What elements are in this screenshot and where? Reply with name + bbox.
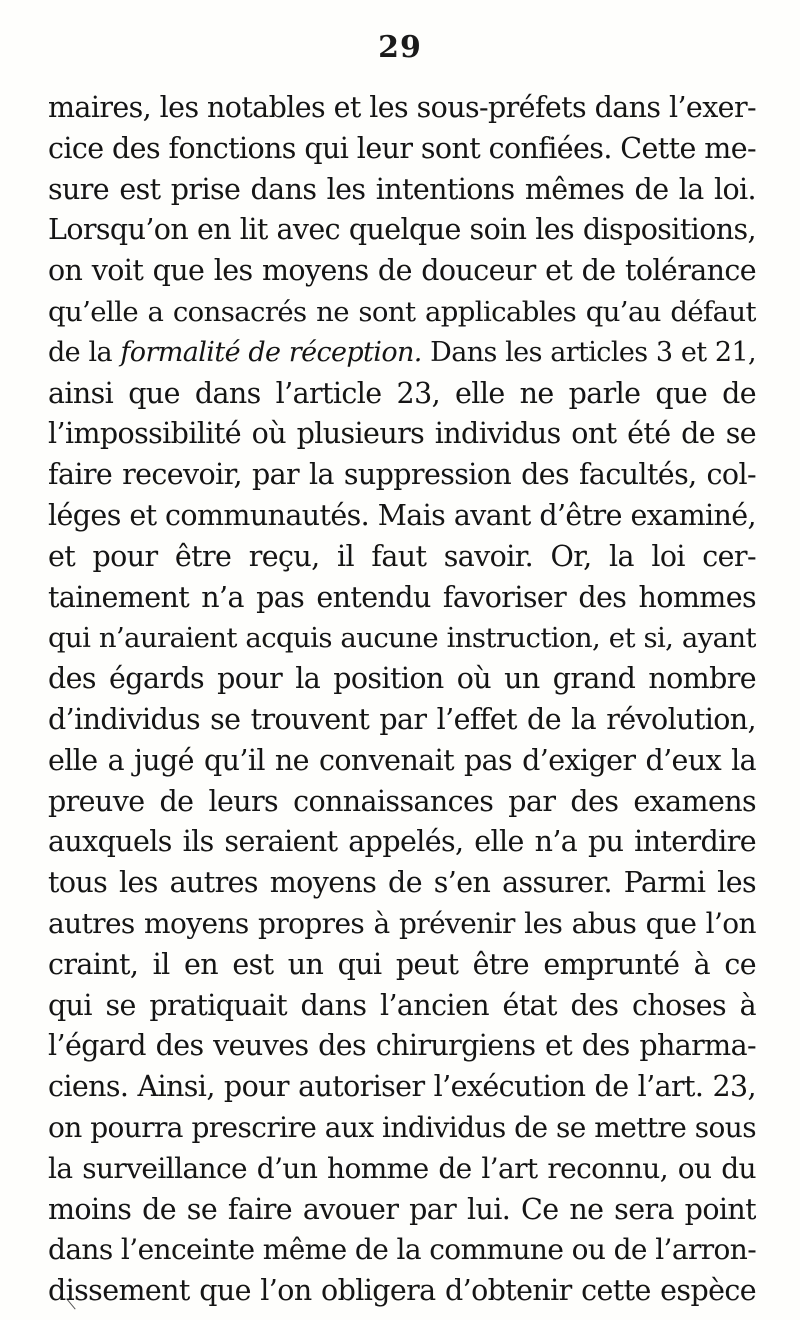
text-segment: Dans les articles 3 et 21, — [421, 336, 756, 368]
body-text — [48, 88, 756, 1312]
text-line: la surveillance d’un homme de l’art reconnu, ou du — [48, 1151, 756, 1185]
text-line: sure est prise dans les intentions mêmes de la loi. — [48, 172, 756, 206]
text-line-with-italic — [48, 333, 756, 374]
text-line: auxquels ils seraient appelés, elle n’a pu interdire — [48, 825, 756, 859]
text-line: et pour être reçu, il faut savoir. Or, la loi cer- — [48, 539, 756, 573]
text-line: des égards pour la position où un grand nombre — [48, 662, 756, 696]
text-line: dans l’enceinte même de la commune ou de l’arron- — [48, 1233, 756, 1267]
text-line: qu’elle a consacrés ne sont applicables qu’au défaut — [48, 295, 756, 328]
text-line: tainement n’a pas entendu favoriser des hommes — [48, 580, 756, 614]
text-line: d’individus se trouvent par l’effet de la révolution, — [48, 702, 756, 736]
italic-phrase: formalité de réception. — [120, 336, 422, 368]
text-line: craint, il en est un qui peut être emprunté à ce — [48, 947, 756, 981]
text-line: moins de se faire avouer par lui. Ce ne sera point — [48, 1192, 756, 1226]
text-line: ciens. Ainsi, pour autoriser l’exécution de l’art. 23, — [48, 1070, 756, 1104]
text-line: dissement que l’on obligera d’obtenir cette espèce — [48, 1274, 756, 1308]
text-line: faire recevoir, par la suppression des facultés, col- — [48, 458, 756, 492]
text-line: on pourra prescrire aux individus de se mettre sous — [48, 1110, 756, 1144]
text-line: on voit que les moyens de douceur et de tolérance — [48, 254, 756, 288]
text-line: l’égard des veuves des chirurgiens et des pharma- — [48, 1029, 756, 1063]
text-line: elle a jugé qu’il ne convenait pas d’exiger d’eux la — [48, 743, 756, 777]
text-line: maires, les notables et les sous-préfets dans l’exer- — [48, 91, 756, 124]
page-number: 29 — [378, 30, 422, 65]
text-segment: de la — [48, 336, 121, 368]
text-line: qui n’auraient acquis aucune instruction, et si, ayant — [48, 622, 756, 655]
text-line: qui se pratiquait dans l’ancien état des choses à — [48, 988, 756, 1022]
text-line: tous les autres moyens de s’en assurer. Parmi les — [48, 866, 756, 900]
text-line: preuve de leurs connaissances par des examens — [48, 784, 756, 818]
text-line: ainsi que dans l’article 23, elle ne parle que de — [48, 376, 756, 410]
text-line: Lorsqu’on en lit avec quelque soin les dispositions, — [48, 213, 756, 247]
text-line: cice des fonctions qui leur sont confiées. Cette me- — [48, 131, 756, 165]
text-line: léges et communautés. Mais avant d’être examiné, — [48, 498, 756, 532]
text-line: autres moyens propres à prévenir les abus que l’on — [48, 906, 756, 940]
text-line: l’impossibilité où plusieurs individus ont été de se — [48, 417, 756, 451]
